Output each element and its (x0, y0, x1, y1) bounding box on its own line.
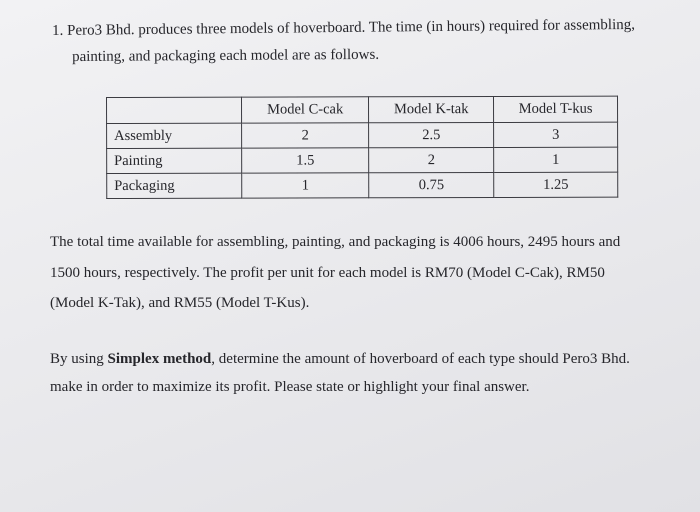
table-header-model-c-cak: Model C-cak (242, 97, 369, 123)
instruction-line-1 (50, 350, 630, 368)
table-header-corner (107, 97, 242, 123)
table-cell: 1 (242, 173, 369, 198)
table-cell: 2 (369, 147, 494, 172)
table-cell: 3 (494, 122, 618, 147)
table-header-model-k-tak: Model K-tak (369, 96, 494, 122)
paragraph-line-1: The total time available for assembling, painting, and packaging is 4006 hours, 2495 hours and (50, 234, 621, 250)
question-text-line-1: 1. Pero3 Bhd. produces three models of hoverboard. The time (in hours) required for assembling, (52, 16, 636, 39)
table-header-model-t-kus: Model T-kus (494, 96, 618, 122)
table-row (107, 147, 618, 173)
question-text-line-2: painting, and packaging each model are as follows. (72, 46, 380, 65)
row-label-assembly: Assembly (107, 123, 242, 148)
table-row (107, 122, 618, 148)
instruction-line-2: make in order to maximize its profit. Please state or highlight your final answer. (50, 379, 530, 395)
table-cell: 1.5 (242, 148, 369, 173)
row-label-packaging: Packaging (107, 173, 242, 198)
paragraph-line-2: 1500 hours, respectively. The profit per unit for each model is RM70 (Model C-Cak), RM50 (50, 265, 605, 281)
paragraph-line-3: (Model K-Tak), and RM55 (Model T-Kus). (50, 295, 310, 311)
row-label-painting: Painting (107, 148, 242, 173)
time-requirements-table (106, 96, 618, 199)
instruction-bold-method: Simplex method (107, 351, 212, 367)
table-cell: 0.75 (369, 172, 494, 197)
instruction-text-before: By using (50, 351, 108, 367)
table-cell: 2 (242, 123, 369, 148)
table-cell: 1.25 (494, 172, 618, 197)
table-header-row (107, 96, 618, 123)
instruction-text-after: , determine the amount of hoverboard of each type should Pero3 Bhd. (211, 351, 630, 367)
table-cell: 1 (494, 147, 618, 172)
table-cell: 2.5 (369, 122, 494, 147)
table-row (107, 172, 618, 198)
